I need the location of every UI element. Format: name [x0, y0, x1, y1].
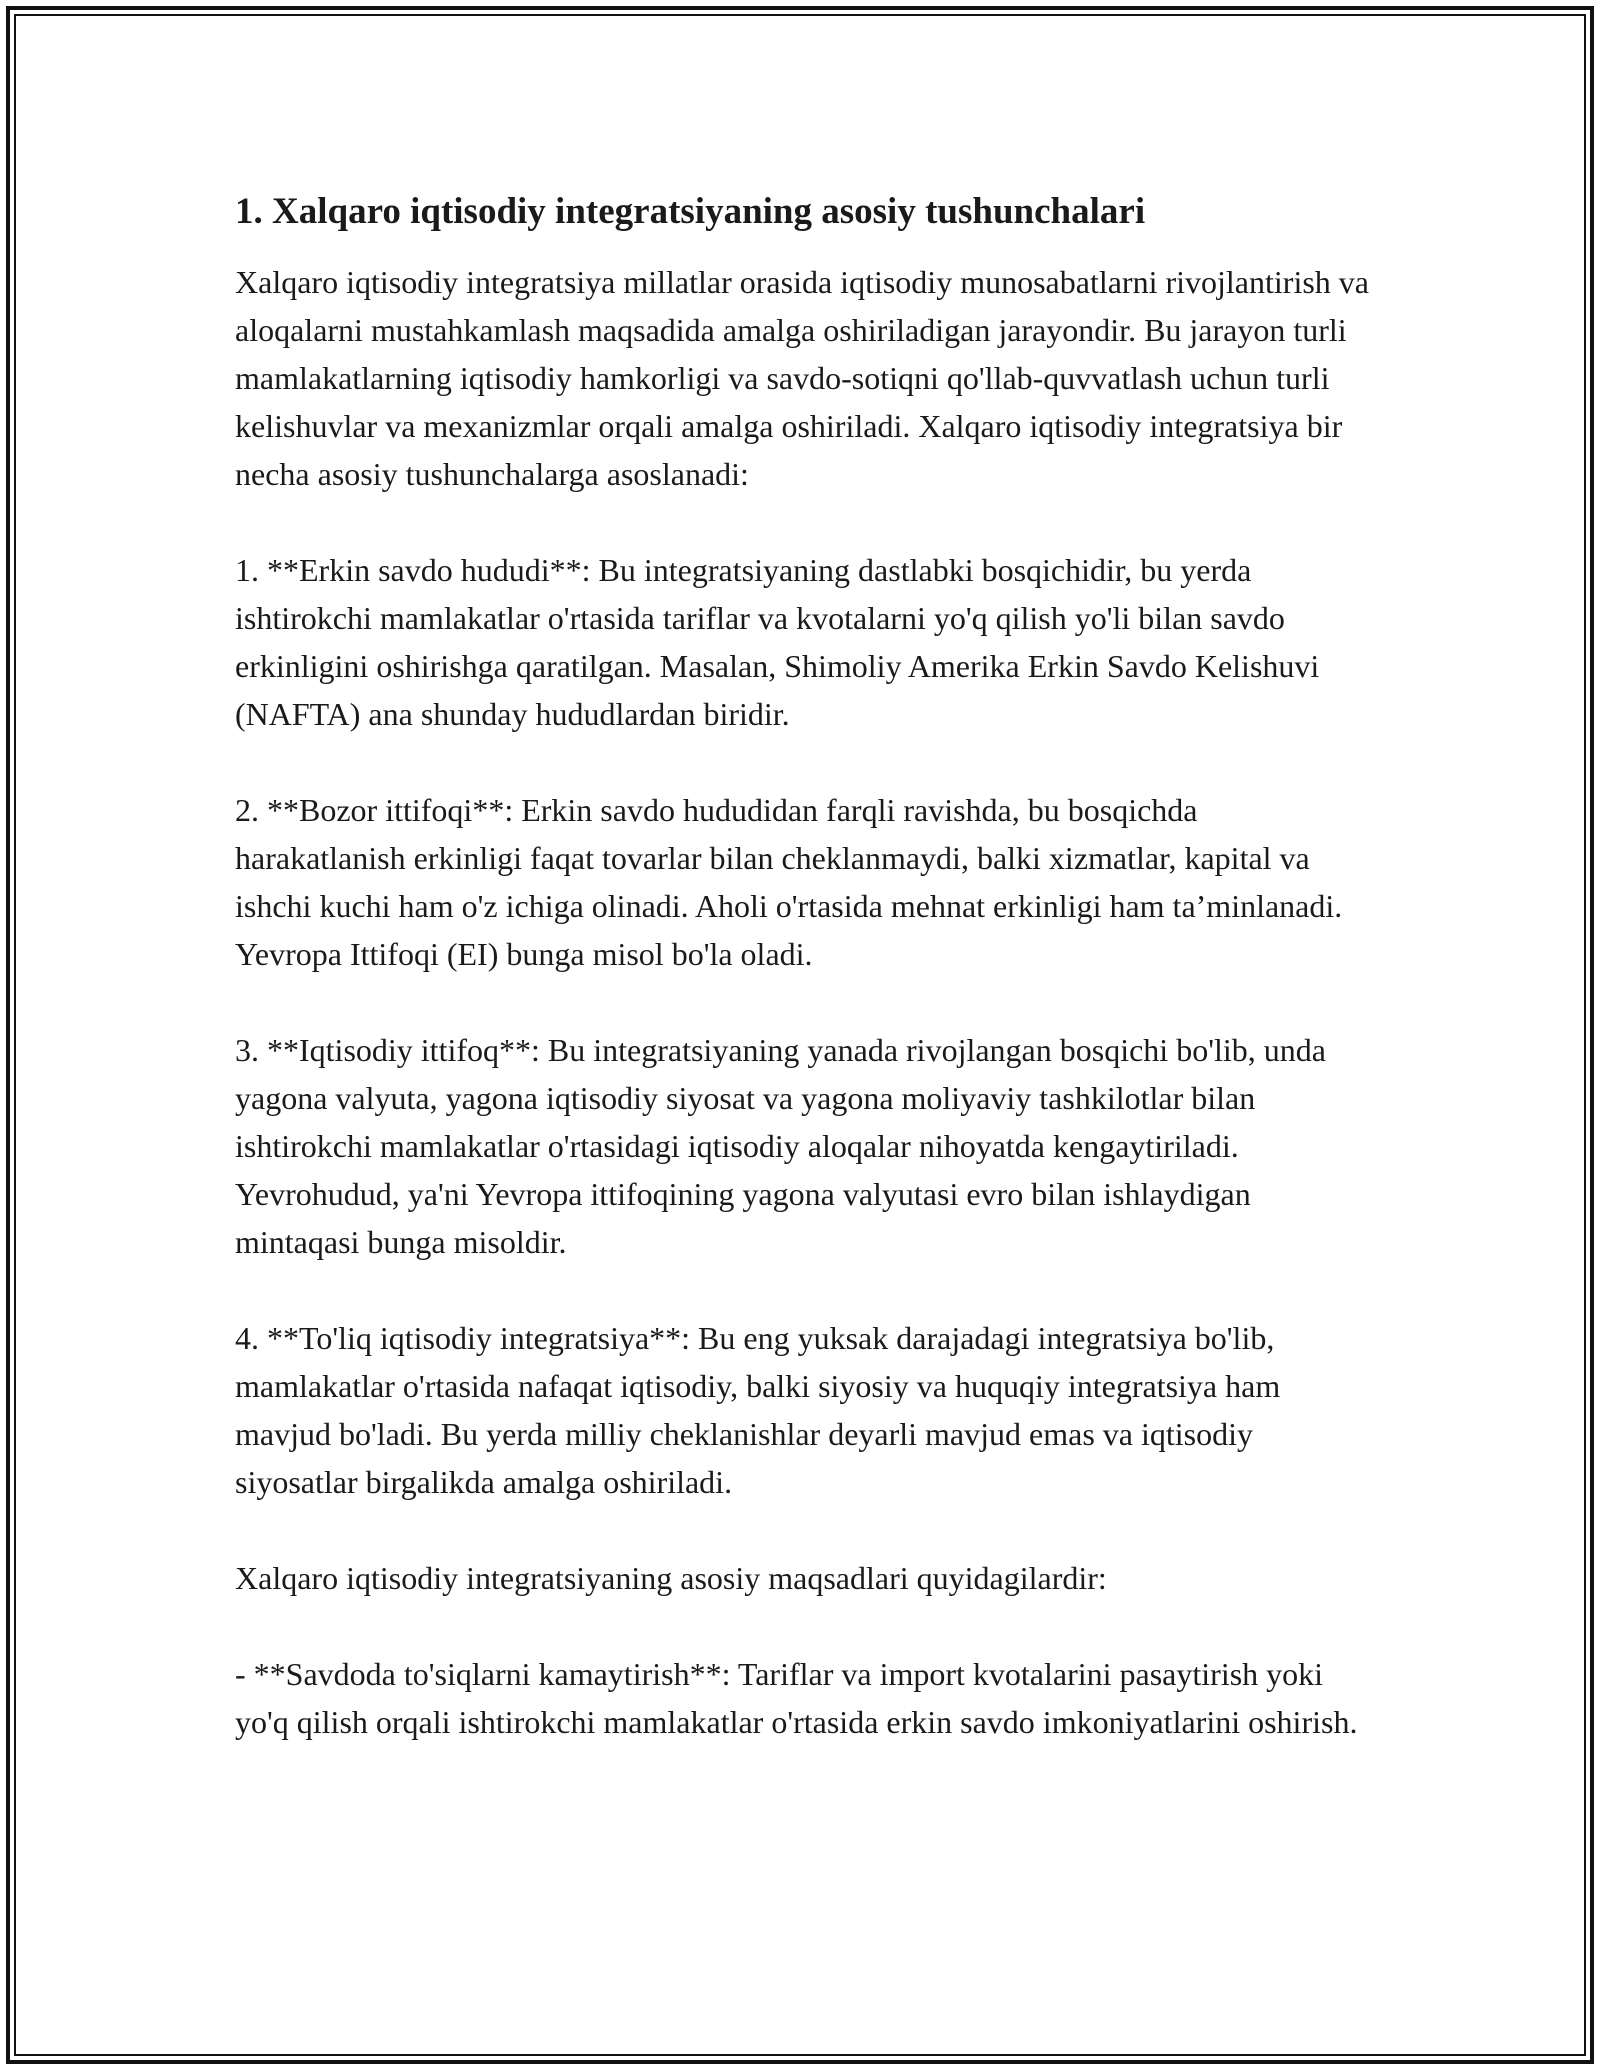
paragraph-spacer	[235, 738, 1370, 786]
paragraph-goal-trade-barriers: - **Savdoda to'siqlarni kamaytirish**: Tariflar va import kvotalarini pasaytirish yoki yo'q qilish orqali ishtirokchi mamlakatlar o'rtasida erkin savdo imkoniyatlarini oshirish.	[235, 1656, 1358, 1740]
section-heading: 1. Xalqaro iqtisodiy integratsiyaning asosiy tushunchalari	[235, 191, 1146, 232]
paragraph-goals-intro: Xalqaro iqtisodiy integratsiyaning asosiy maqsadlari quyidagilardir:	[235, 1560, 1107, 1596]
paragraph-spacer	[235, 498, 1370, 546]
paragraph-spacer	[235, 978, 1370, 1026]
intro-paragraph: Xalqaro iqtisodiy integratsiya millatlar orasida iqtisodiy munosabatlarni rivojlantirish va aloqalarni mustahkamlash maqsadida amalga oshiriladigan jarayondir. Bu jarayon turli mamlakatlarning iqtisodiy hamkorligi va savdo-sotiqni qo'llab-quvvatlash uchun turli kelishuvlar va mexanizmlar orqali amalga oshiriladi. Xalqaro iqtisodiy integratsiya bir necha asosiy tushunchalarga asoslanadi:	[235, 264, 1369, 492]
paragraph-spacer	[235, 1602, 1370, 1650]
paragraph-free-trade-area: 1. **Erkin savdo hududi**: Bu integratsiyaning dastlabki bosqichidir, bu yerda ishtirokchi mamlakatlar o'rtasida tariflar va kvotalarni yo'q qilish yo'li bilan savdo erkinligini oshirishga qaratilgan. Masalan, Shimoliy Amerika Erkin Savdo Kelishuvi (NAFTA) ana shunday hududlardan biridir.	[235, 552, 1320, 732]
paragraph-spacer	[235, 1266, 1370, 1314]
paragraph-full-integration: 4. **To'liq iqtisodiy integratsiya**: Bu eng yuksak darajadagi integratsiya bo'lib, mamlakatlar o'rtasida nafaqat iqtisodiy, balki siyosiy va huquqiy integratsiya ham mavjud bo'ladi. Bu yerda milliy cheklanishlar deyarli mavjud emas va iqtisodiy siyosatlar birgalikda amalga oshiriladi.	[235, 1320, 1281, 1500]
paragraph-spacer	[235, 1506, 1370, 1554]
paragraph-market-union: 2. **Bozor ittifoqi**: Erkin savdo hududidan farqli ravishda, bu bosqichda harakatlanish erkinligi faqat tovarlar bilan cheklanmaydi, balki xizmatlar, kapital va ishchi kuchi ham o'z ichiga olinadi. Aholi o'rtasida mehnat erkinligi ham ta’minlanadi. Yevropa Ittifoqi (EI) bunga misol bo'la oladi.	[235, 792, 1343, 972]
document-body	[235, 188, 1370, 1746]
paragraph-economic-union: 3. **Iqtisodiy ittifoq**: Bu integratsiyaning yanada rivojlangan bosqichi bo'lib, unda yagona valyuta, yagona iqtisodiy siyosat va yagona moliyaviy tashkilotlar bilan ishtirokchi mamlakatlar o'rtasidagi iqtisodiy aloqalar nihoyatda kengaytiriladi. Yevrohudud, ya'ni Yevropa ittifoqining yagona valyutasi evro bilan ishlaydigan mintaqasi bunga misoldir.	[235, 1032, 1326, 1260]
